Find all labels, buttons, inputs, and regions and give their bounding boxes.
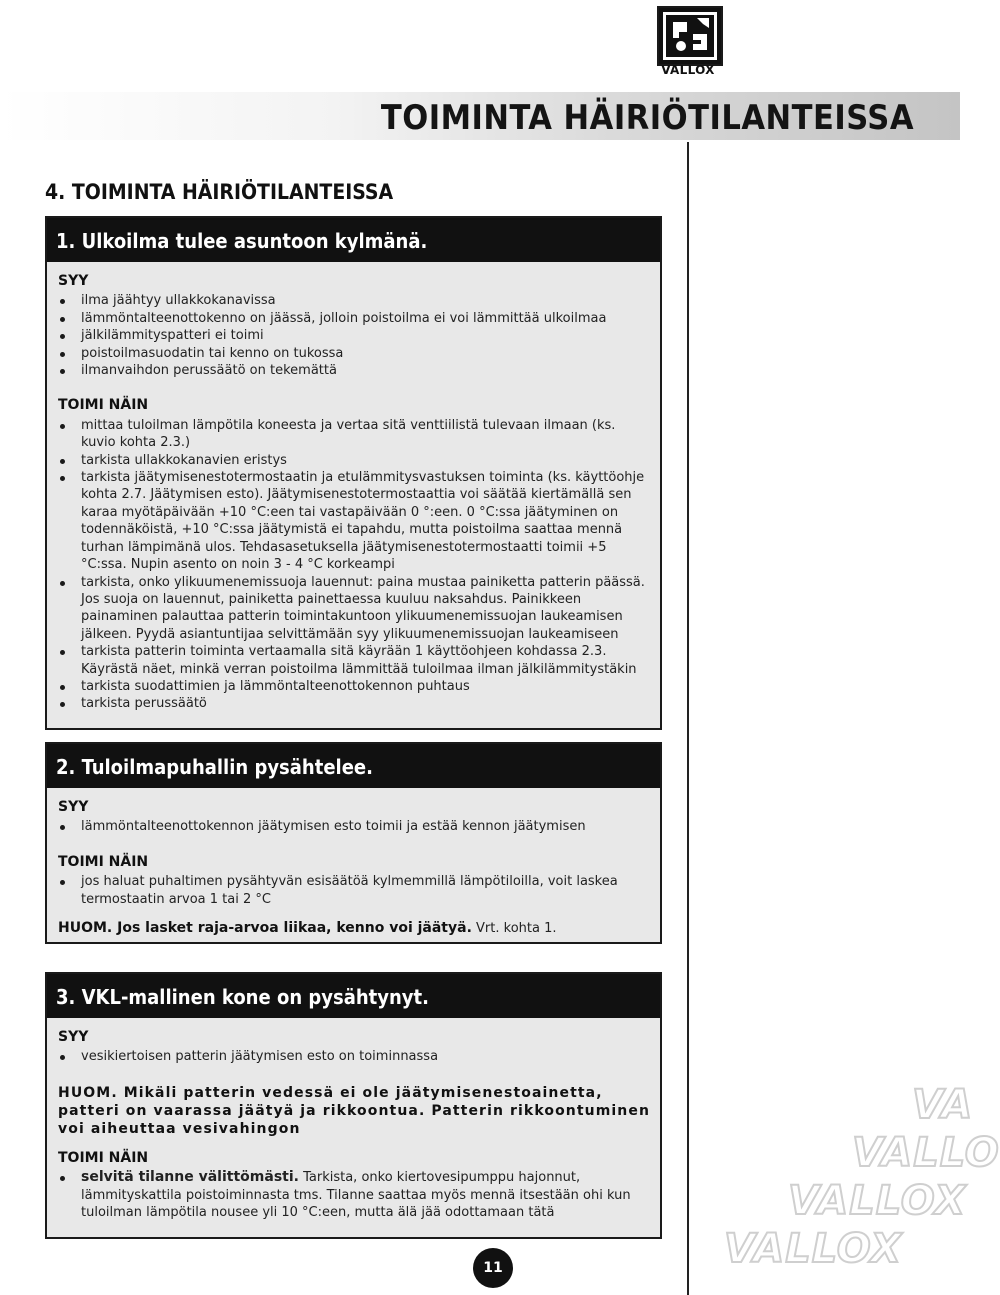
action-label: TOIMI NÄIN <box>58 397 149 414</box>
action-text: Tarkista, onko kiertovesipumppu hajonnut, lämmityskattila poistoiminnasta tms. Tilanne saattaa myös mennä itsestään ohi kun tuloilman lämpötila nousee yli 10 °C:een, mutta älä jää odottamaan tätä <box>81 1170 631 1221</box>
box-2-title: 2. Tuloilmapuhallin pysähtelee. <box>47 744 660 788</box>
action-label: TOIMI NÄIN <box>58 1149 149 1166</box>
list-item: lämmöntalteenottokennon jäätymisen esto toimii ja estää kennon jäätymisen <box>58 818 651 835</box>
cause-list <box>58 818 660 835</box>
list-item: tarkista, onko ylikuumenemissuoja lauennut: paina mustaa painiketta patterin päässä. Jos suoja on lauennut, painiketta painettaessa kuuluu naksahdus. Painikkeen painaminen palauttaa patterin toimintakuntoon ylikuumenemissuojan laukeamisen jälkeen. Pyydä asiantuntijaa selvittämään syy ylikuumenemissuojan laukeamiseen <box>58 574 651 644</box>
list-item: tarkista suodattimien ja lämmöntalteenottokennon puhtaus <box>58 678 651 695</box>
note-bold: HUOM. Jos lasket raja-arvoa liikaa, kenno voi jäätyä. <box>58 920 472 937</box>
cause-label: SYY <box>58 273 89 289</box>
list-item: tarkista patterin toiminta vertaamalla sitä käyrään 1 käyttöohjeen kohdassa 2.3. Käyrästä näet, minkä verran poistoilma lämmittää tuloilmaa ilman jälkilämmitystäkin <box>58 643 651 678</box>
list-item: lämmöntalteenottokenno on jäässä, jolloin poistoilma ei voi lämmittää ulkoilmaa <box>58 310 651 327</box>
action-label: TOIMI NÄIN <box>58 853 149 870</box>
list-item <box>58 1169 651 1221</box>
watermark-line-3: VALLOX <box>788 1178 967 1224</box>
list-item: tarkista jäätymisenestotermostaatin ja etulämmitysvastuksen toiminta (ks. käyttöohje kohta 2.7. Jäätymisen esto). Jäätymisenestotermostaattia voi säätää kiertämällä sen karaa myötäpäivään +10 °C:een tai vastapäivään 0 °:een. 0 °C:ssa jäätyminen on todennäköistä, +10 °C:ssa jäätymistä ei tapahdu, mutta poistoilma saattaa mennä turhan lämpimänä ulos. Tehdasasetuksella jäätymisenestotermostaatti toimii +5 °C:ssa. Nupin asento on noin 3 - 4 °C korkeampi <box>58 469 651 573</box>
cause-label: SYY <box>58 799 89 815</box>
list-item: mittaa tuloilman lämpötila koneesta ja vertaa sitä venttiilistä tulevaan ilmaan (ks. kuvio kohta 2.3.) <box>58 417 651 452</box>
watermark-line-2: VALLO <box>852 1130 1000 1176</box>
logo-emblem <box>657 6 723 66</box>
list-item: tarkista perussäätö <box>58 695 651 712</box>
page-header-title: TOIMINTA HÄIRIÖTILANTEISSA <box>380 98 914 138</box>
watermark-line-4: VALLOX <box>724 1226 903 1272</box>
list-item: vesikiertoisen patterin jäätymisen esto on toiminnassa <box>58 1048 651 1065</box>
page-number: 11 <box>473 1248 513 1288</box>
note-text: Vrt. kohta 1. <box>471 921 557 937</box>
list-item: jälkilämmityspatteri ei toimi <box>58 327 651 344</box>
box-1-title: 1. Ulkoilma tulee asuntoon kylmänä. <box>47 218 660 262</box>
column-divider <box>687 142 689 1295</box>
watermark-line-1: VA <box>912 1082 974 1128</box>
troubleshoot-box-2 <box>45 742 662 944</box>
warning-note: HUOM. Mikäli patterin vedessä ei ole jäätymisenestoainetta, patteri on vaarassa jäätyä ja rikkoontua. Patterin rikkoontuminen voi aiheuttaa vesivahingon <box>58 1084 651 1137</box>
list-item: ilma jäähtyy ullakkokanavissa <box>58 292 651 309</box>
action-list <box>58 1169 660 1221</box>
list-item: jos haluat puhaltimen pysähtyvän esisäätöä kylmemmillä lämpötiloilla, voit laskea termostaatin arvoa 1 tai 2 °C <box>58 873 651 908</box>
list-item: tarkista ullakkokanavien eristys <box>58 452 651 469</box>
logo-text: VALLOX <box>661 63 715 77</box>
cause-list <box>58 292 660 379</box>
list-item: poistoilmasuodatin tai kenno on tukossa <box>58 345 651 362</box>
cause-label: SYY <box>58 1029 89 1045</box>
troubleshoot-box-1 <box>45 216 662 730</box>
action-bold: selvitä tilanne välittömästi. <box>81 1169 299 1186</box>
action-list <box>58 873 660 908</box>
action-list <box>58 417 660 713</box>
list-item: ilmanvaihdon perussäätö on tekemättä <box>58 362 651 379</box>
troubleshoot-box-3 <box>45 972 662 1239</box>
section-title: 4. TOIMINTA HÄIRIÖTILANTEISSA <box>45 180 394 204</box>
note <box>58 920 660 937</box>
box-3-title: 3. VKL-mallinen kone on pysähtynyt. <box>47 974 660 1018</box>
cause-list <box>58 1048 660 1065</box>
vallox-logo <box>657 6 719 76</box>
